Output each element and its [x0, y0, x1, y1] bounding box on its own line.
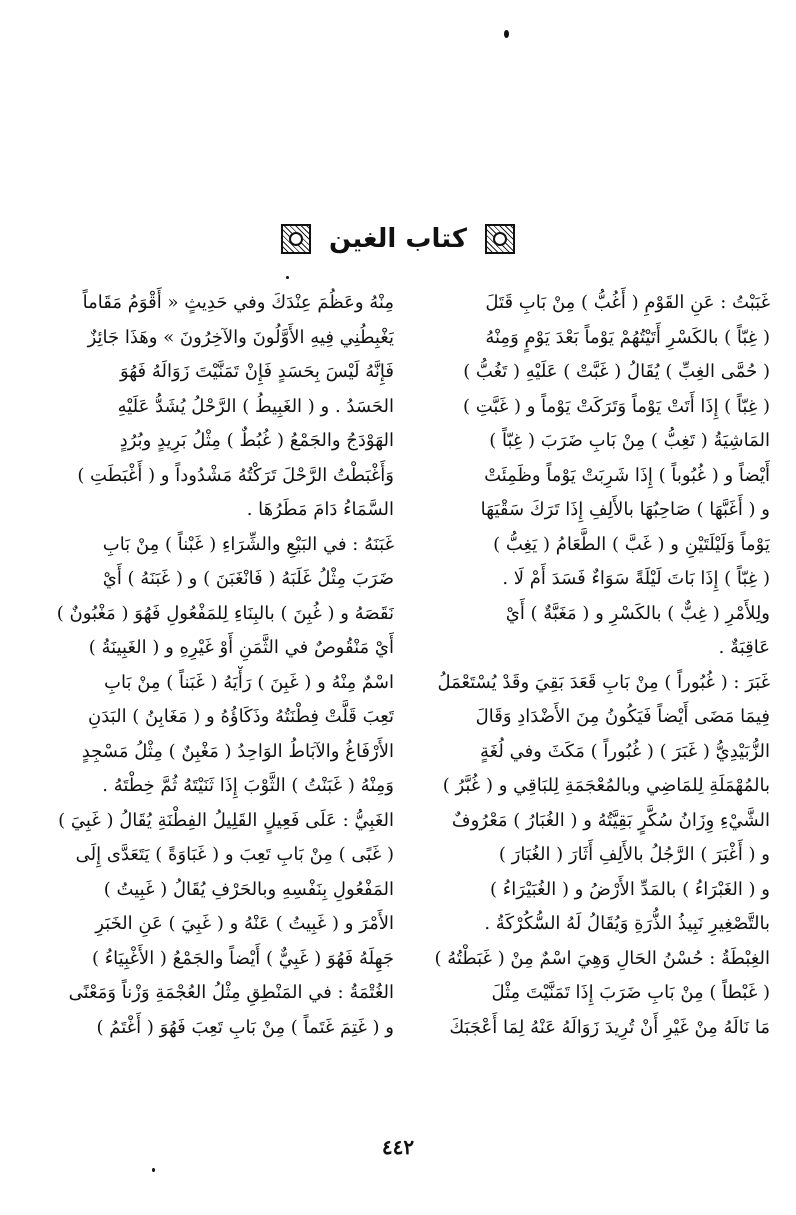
text-line: ( حُمَّى الغِبِّ ) يُقَالُ ( غَبَّتْ ) عَلَيْهِ ( تَغُبُّ ): [463, 361, 770, 382]
text-line: بالمُهْمَلَةِ لِلمَاضِي وبالمُعْجَمَةِ لِلبَاقِي و ( غُبَّرُ ): [442, 775, 770, 796]
left-column: [24, 286, 394, 1045]
text-line: فِيمَا مَضَى أَيْضاً فَيَكُونُ مِنَ الأَضْدَادِ وَقَالَ: [475, 706, 770, 727]
text-line: الزُّبَيْدِيُّ ( غَبَرَ ) ( غُبُوراً ) مَكَثَ وفي لُغَةٍ: [480, 740, 770, 762]
text-line: و ( غَتِمَ غَتَماً ) مِنْ بَابِ تَعِبَ فَهُوَ ( أَغْتَمُ ): [96, 1016, 394, 1038]
text-line: وَمِنْهُ ( غَبَنْتُ ) الثَّوْبَ إِذَا ثَنَيْتَهُ ثُمَّ خِطْتَهُ .: [102, 775, 394, 796]
text-line: الشَّيْءِ وِزَانُ سُكَّرٍ بَقِيَّتُهُ و ( الغُبَارُ ) مَعْرُوفٌ: [451, 809, 770, 831]
text-line: الغُتْمَةُ : في المَنْطِقِ مِثْلُ العُجْمَةِ وَزْناً وَمَعْنًى: [68, 982, 394, 1003]
text-line: و ( أَغَبَّهَا ) صَاحِبُهَا بالأَلِفِ إِذَا تَرَكَ سَقْيَهَا: [480, 499, 770, 520]
text-line: فَإِنَّهُ لَيْسَ بِحَسَدٍ فَإِنْ تَمَنَّيْتَ زَوَالَهُ فَهُوَ: [119, 361, 394, 382]
text-line: بالتَّصْغِيرِ نَبِيذُ الذُّرَةِ وَيُقَالُ لَهُ السُّكُرْكَةُ .: [484, 913, 770, 934]
text-line: المَفْعُولِ بِنَفْسِهِ وبالحَرْفِ يُقَالُ ( غَبِيتُ ): [103, 878, 394, 900]
page-number: ٤٤٢: [381, 1135, 415, 1159]
text-line: السَّمَاءُ دَامَ مَطَرُهَا .: [246, 499, 394, 520]
text-line: الأَرْفَاغُ والآبَاطُ الوَاحِدُ ( مَغْبِنٌ ) مِثْلُ مَسْجِدٍ: [81, 740, 394, 762]
text-line: الحَسَدُ . و ( الغَبِيطُ ) الرَّحْلُ يُشَدُّ عَلَيْهِ: [117, 395, 394, 417]
chapter-header: [0, 214, 796, 264]
print-speck: [504, 30, 509, 38]
text-line: ( غَبًى ) مِنْ بَابِ تَعِبَ و ( غَبَاوَةً ) يَتَعَدَّى إِلَى: [75, 844, 394, 865]
text-line: وَأَغْبَطْتُ الرَّحْلَ تَرَكْتُهُ مَشْدُوداً و ( أَغْبَطَتِ ): [77, 464, 394, 486]
text-line: أَيْضاً و ( غُبُوباً ) إِذَا شَرِبَتْ يَوْماً وظَمِئَتْ: [484, 464, 770, 486]
text-line: مَا نَالَهُ مِنْ غَيْرِ أَنْ تُرِيدَ زَوَالَهُ عَنْهُ لِمَا أَعْجَبَكَ: [449, 1016, 770, 1038]
text-line: غَبَنَهُ : في البَيْعِ والشِّرَاءِ ( غَبْناً ) مِنْ بَابِ: [102, 533, 394, 555]
text-line: مِنْهُ وعَظُمَ عِنْدَكَ وفي حَدِيثٍ « أَقْوَمُ مَقَاماً: [82, 292, 394, 313]
text-line: نَقَصَهُ و ( غُبِنَ ) بالبِنَاءِ لِلمَفْعُولِ فَهُوَ ( مَغْبُونٌ ): [56, 602, 394, 624]
text-line: عَاقِبَةٌ .: [718, 637, 770, 658]
text-line: جَهِلَهُ فَهُوَ ( غَبِيٌّ ) أَيْضاً والجَمْعُ ( الأَغْبِيَاءُ ): [91, 947, 394, 969]
text-line: ( غِبّاً ) إِذَا أَتَتْ يَوْماً وَتَرَكَتْ يَوْماً و ( غَبَّتِ ): [462, 395, 770, 417]
text-line: الهَوْدَجُ والجَمْعُ ( غُبُطٌ ) مِثْلُ بَرِيدٍ وبُرُدٍ: [119, 430, 394, 451]
text-line: ولِلأَمْرِ ( غِبٌّ ) بالكَسْرِ و ( مَغَبَّةٌ ) أَيْ: [505, 602, 770, 624]
text-line: تَعِبَ قَلَّتْ فِطْنَتُهُ وذَكَاؤُهُ و ( مَغَابِنُ ) البَدَنِ: [88, 706, 394, 727]
text-line: الغَبِيُّ : عَلَى فَعِيلٍ القَلِيلُ الفِطْنَةِ يُقَالُ ( غَبِيَ ): [58, 809, 394, 831]
ornament-icon: [485, 224, 515, 254]
chapter-title: كتاب الغين: [328, 224, 468, 254]
text-line: غَبَرَ : ( غُبُوراً ) مِنْ بَابِ قَعَدَ بَقِيَ وقَدْ يُسْتَعْمَلُ: [437, 671, 770, 693]
text-line: ( غَبْطاً ) مِنْ بَابِ ضَرَبَ إِذَا تَمَنَّيْتَ مِثْلَ: [491, 982, 770, 1003]
text-line: الغِبْطَةُ : حُسْنُ الحَالِ وَهِيَ اسْمٌ مِنْ ( غَبَطْتُهُ ): [434, 947, 770, 969]
text-line: اسْمٌ مِنْهُ و ( غَبِنَ ) رَأْيَهُ ( غَبَناً ) مِنْ بَابِ: [104, 671, 394, 693]
text-line: ( غِبّاً ) بالكَسْرِ أَتَيْتُهُمْ يَوْماً بَعْدَ يَوْمٍ وَمِنْهُ: [485, 326, 770, 348]
text-line: يَغْبِطُنِي فِيهِ الأَوَّلُونَ والآخِرُونَ » وهَذَا جَائِزٌ: [87, 326, 394, 348]
text-line: و ( الغَبْرَاءُ ) بالمَدِّ الأَرْضُ و ( الغُبَيْرَاءُ ): [490, 878, 770, 900]
text-line: غَبَبْتُ : عَنِ القَوْمِ ( أَغُبُّ ) مِنْ بَابِ قَتَلَ: [485, 292, 770, 313]
ornament-icon: [281, 224, 311, 254]
text-line: ( غِبّاً ) إِذَا بَاتَ لَيْلَةً سَوَاءٌ فَسَدَ أَمْ لَا .: [502, 568, 770, 589]
right-column: [400, 286, 770, 1045]
print-speck: [152, 1168, 155, 1172]
text-line: يَوْماً وَلَيْلَتَيْنِ و ( غَبَّ ) الطَّعَامُ ( يَغِبُّ ): [493, 533, 770, 555]
text-line: الأَمْرَ و ( غَبِيتُ ) عَنْهُ و ( غَبِيَ ) عَنِ الخَبَرِ: [95, 913, 394, 934]
text-line: المَاشِيَةُ ( تَغِبُّ ) مِنْ بَابِ ضَرَبَ ( غِبّاً ): [489, 430, 770, 451]
text-line: ضَرَبَ مِثْلُ غَلَبَهُ ( فَانْغَبَنَ ) و ( غَبَنَهُ ) أَيْ: [102, 568, 394, 589]
text-line: أَيْ مَنْقُوصٌ في الثَّمَنِ أَوْ غَيْرِهِ و ( الغَبِينَةُ ): [88, 637, 394, 658]
print-speck: [286, 276, 289, 279]
text-line: و ( أَغْبَرَ ) الرَّجُلُ بالأَلِفِ أَثَارَ ( الغُبَارَ ): [498, 844, 770, 865]
